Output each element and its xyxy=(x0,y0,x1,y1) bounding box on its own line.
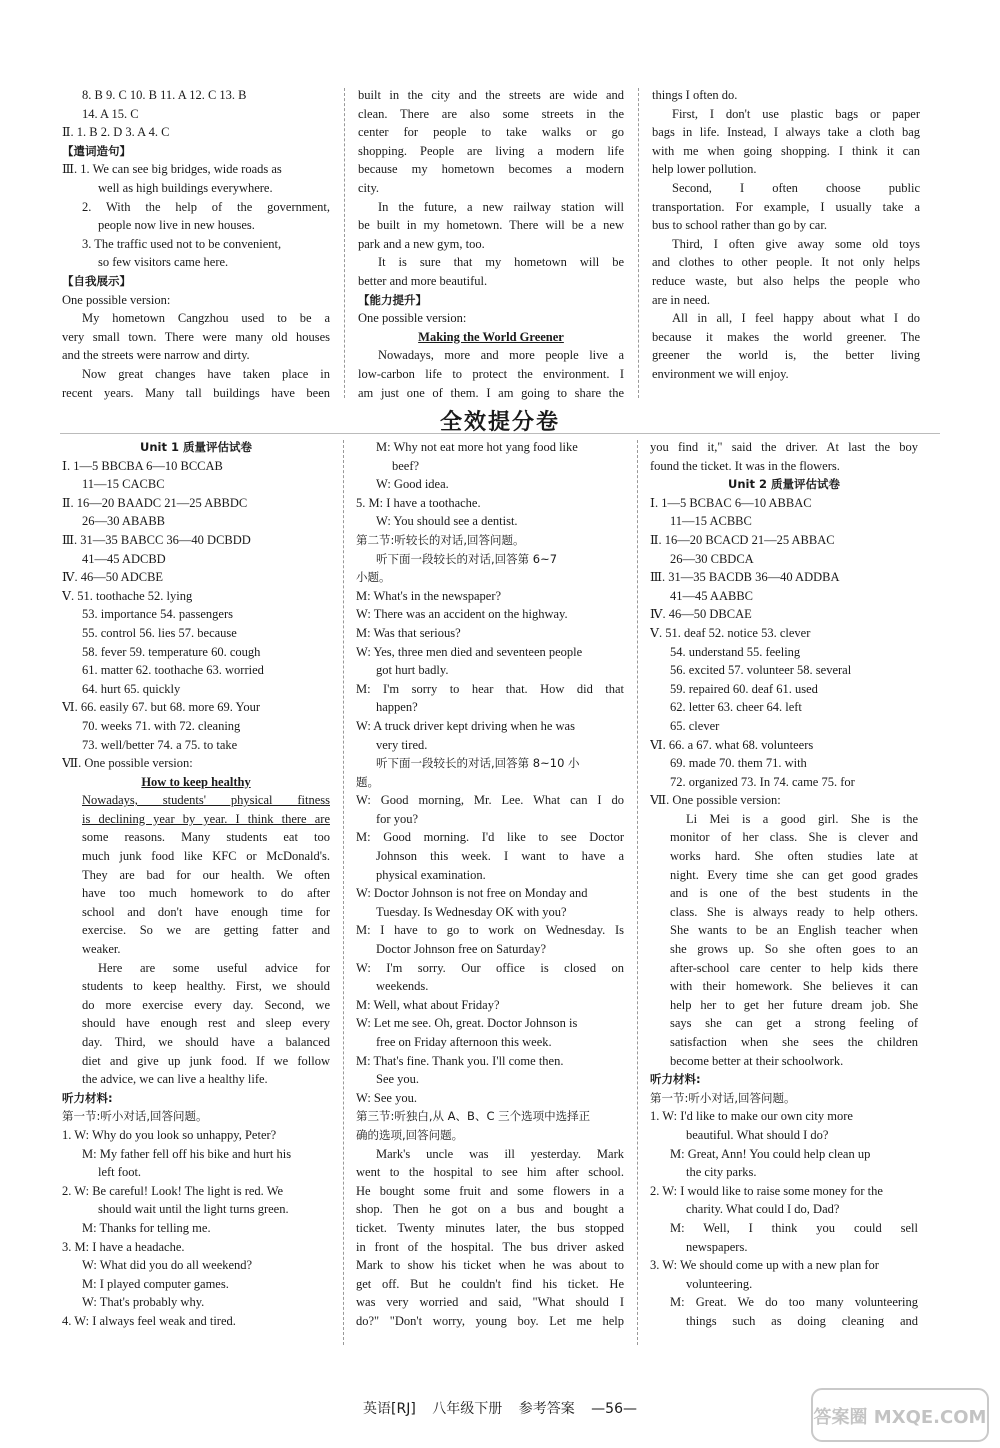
text-line: some reasons. Many students eat too xyxy=(82,830,330,845)
text-line: ticket. Twenty minutes later, the bus stopped xyxy=(356,1220,624,1235)
text-line: 72. organized 73. In 74. came 75. for xyxy=(670,774,855,789)
text-line: beautiful. What should I do? xyxy=(686,1127,829,1142)
text-line: 听下面一段较长的对话,回答第 8~10 小 xyxy=(376,756,580,771)
text-line: Ⅵ. 66. a 67. what 68. volunteers xyxy=(650,737,814,752)
text-line: Ⅶ. One possible version: xyxy=(650,793,781,808)
text-line: recent years. Many tall buildings have been xyxy=(62,385,330,400)
text-line: Ⅳ. 46—50 DBCAE xyxy=(650,607,752,622)
text-line: W: Good morning, Mr. Lee. What can I do xyxy=(356,793,624,808)
text-line: because my hometown becomes a modern xyxy=(358,162,624,177)
text-line: Third, I often give away some old toys xyxy=(672,236,920,251)
text-line: you find it," said the driver. At last the boy xyxy=(650,440,918,454)
divider-top-2 xyxy=(638,88,639,398)
text-line: Making the World Greener xyxy=(418,329,564,344)
text-line: 11—15 ACBBC xyxy=(670,514,752,529)
text-line: Ⅲ. 1. We can see big bridges, wide roads as xyxy=(62,162,282,177)
text-line: 8. B 9. C 10. B 11. A 12. C 13. B xyxy=(82,88,247,102)
text-line: She wants to be an English teacher when xyxy=(670,923,918,938)
text-line: 70. weeks 71. with 72. cleaning xyxy=(82,718,241,733)
text-line: 59. repaired 60. deaf 61. used xyxy=(670,681,818,696)
text-line: Ⅶ. One possible version: xyxy=(62,756,193,771)
text-line: Ⅲ. 31—35 BACDB 36—40 ADDBA xyxy=(650,570,840,585)
text-line: Second, I often choose public xyxy=(672,180,920,195)
text-line: 第一节:听小对话,回答问题。 xyxy=(650,1090,796,1105)
text-line: M: What's in the newspaper? xyxy=(356,588,502,603)
text-line: W: What did you do all weekend? xyxy=(82,1258,253,1273)
text-line: 58. fever 59. temperature 60. cough xyxy=(82,644,261,659)
text-line: 41—45 AABBC xyxy=(670,588,754,603)
text-line: M: That's fine. Thank you. I'll come then. xyxy=(356,1053,564,1068)
text-line: weekends. xyxy=(376,979,429,994)
text-line: went to the hospital to see him after school. xyxy=(356,1165,624,1180)
text-line: He bought some fruit and some flowers in a xyxy=(356,1183,624,1198)
text-line: and clothes to other people. It not only helps xyxy=(652,255,920,270)
text-line: low-carbon life to protect the environment. I xyxy=(358,366,624,381)
text-line: 26—30 CBDCA xyxy=(670,551,754,566)
text-line: weaker. xyxy=(82,942,121,957)
text-line: 听下面一段较长的对话,回答第 6~7 xyxy=(376,551,558,566)
text-line: M: I played computer games. xyxy=(82,1276,229,1291)
text-line: W: Let me see. Oh, great. Doctor Johnson is xyxy=(356,1016,578,1031)
footer-subject: 英语[RJ] xyxy=(363,1401,416,1417)
text-line: M: Good morning. I'd like to see Doctor xyxy=(356,830,624,845)
text-line: M: Was that serious? xyxy=(356,625,461,640)
text-line: better and more beautiful. xyxy=(358,273,488,288)
text-line: the city parks. xyxy=(686,1165,757,1180)
text-line: 小题。 xyxy=(356,570,391,585)
text-line: in front of the hospital. The bus driver asked xyxy=(356,1239,624,1254)
text-line: be built in my hometown. There will be a new xyxy=(358,218,624,233)
text-line: M: Well, I think you could sell xyxy=(670,1220,918,1235)
text-line: Unit 2 质量评估试卷 xyxy=(728,477,840,492)
text-line: Unit 1 质量评估试卷 xyxy=(140,440,252,454)
text-line: M: Thanks for telling me. xyxy=(82,1220,211,1235)
text-line: Nowadays, more and more people live a xyxy=(378,348,624,363)
text-line: satisfaction when she sees the children xyxy=(670,1035,918,1049)
text-line: Ⅰ. 1—5 BCBAC 6—10 ABBAC xyxy=(650,495,812,510)
text-line: charity. What could I do, Dad? xyxy=(686,1202,840,1217)
text-line: W: A truck driver kept driving when he was xyxy=(356,718,575,733)
text-line: bus to school rather than go by car. xyxy=(652,218,827,233)
text-line: night. Every time she can get good grades xyxy=(670,867,918,882)
text-line: Nowadays, students' physical fitness xyxy=(82,793,330,808)
text-line: 【遣词造句】 xyxy=(62,143,131,158)
text-line: was very worried and said, "What should I xyxy=(356,1295,624,1310)
text-line: well as high buildings everywhere. xyxy=(98,180,273,195)
text-line: the advice, we can live a healthy life. xyxy=(82,1072,268,1087)
text-line: 54. understand 55. feeling xyxy=(670,644,801,659)
text-line: people now live in new houses. xyxy=(98,218,255,233)
text-line: 听力材料: xyxy=(650,1072,701,1087)
text-line: works hard. She often studies late at xyxy=(670,849,918,864)
text-line: 73. well/better 74. a 75. to take xyxy=(82,737,238,752)
text-line: so few visitors came here. xyxy=(98,255,229,270)
text-line: W: Good idea. xyxy=(376,477,449,492)
divider-top-1 xyxy=(344,88,345,398)
text-line: 第三节:听独白,从 A、B、C 三个选项中选择正 xyxy=(356,1109,591,1124)
banner-rule xyxy=(60,433,940,434)
text-line: much junk food like KFC or McDonald's. xyxy=(82,849,330,864)
text-line: W: Doctor Johnson is not free on Monday and xyxy=(356,886,588,901)
text-line: M: I have to go to work on Wednesday. Is xyxy=(356,923,624,938)
text-line: All in all, I feel happy about what I do xyxy=(672,311,920,326)
text-line: found the ticket. It was in the flowers. xyxy=(650,458,840,473)
text-line: M: Great, Ann! You could help clean up xyxy=(670,1146,871,1161)
text-line: Ⅵ. 66. easily 67. but 68. more 69. Your xyxy=(62,700,260,715)
text-line: city. xyxy=(358,180,380,195)
text-line: because it makes the world greener. The xyxy=(652,329,920,344)
text-line: for you? xyxy=(376,811,418,826)
text-line: with their homework. She believes it can xyxy=(670,979,918,994)
text-line: First, I don't use plastic bags or paper xyxy=(672,106,920,121)
text-line: 56. excited 57. volunteer 58. several xyxy=(670,663,852,678)
text-line: 第一节:听小对话,回答问题。 xyxy=(62,1109,208,1124)
text-line: Here are some useful advice for xyxy=(98,960,330,975)
text-line: 14. A 15. C xyxy=(82,106,139,121)
text-line: and is one of the best students in the xyxy=(670,886,918,901)
text-line: Mark's uncle was ill yesterday. Mark xyxy=(376,1146,624,1161)
text-line: exercise. So we are getting fatter and xyxy=(82,923,330,938)
text-line: Doctor Johnson free on Saturday? xyxy=(376,942,547,957)
text-line: do?" "Don't worry, young boy. Let me help xyxy=(356,1313,624,1328)
watermark-text: 答案圈 MXQE.COM xyxy=(813,1407,987,1428)
text-line: transportation. For example, I usually take a xyxy=(652,199,920,214)
text-line: she grows up. So she often goes to an xyxy=(670,942,918,957)
text-line: am just one of them. I am going to share the xyxy=(358,385,624,400)
text-line: students to keep healthy. First, we should xyxy=(82,979,330,994)
text-line: greener the world is, the better living xyxy=(652,348,920,363)
top-column-2 xyxy=(358,86,624,402)
section-banner: 全效提分卷 xyxy=(439,410,560,435)
text-line: 2. W: I would like to raise some money for the xyxy=(650,1183,883,1198)
text-line: Now great changes have taken place in xyxy=(82,366,330,381)
text-line: very tired. xyxy=(376,737,428,752)
text-line: 5. M: I have a toothache. xyxy=(356,495,481,510)
text-line: Li Mei is a good girl. She is the xyxy=(686,811,918,826)
text-line: diet and give up junk food. If we follow xyxy=(82,1053,330,1068)
footer-grade: 八年级下册 xyxy=(432,1401,503,1417)
top-column-1 xyxy=(62,86,330,402)
text-line: Ⅱ. 16—20 BAADC 21—25 ABBDC xyxy=(62,495,248,510)
text-line: W: Yes, three men died and seventeen people xyxy=(356,644,583,659)
text-line: monitor of her class. She is clever and xyxy=(670,830,918,845)
text-line: 65. clever xyxy=(670,718,720,733)
text-line: In the future, a new railway station will xyxy=(378,199,624,214)
text-line: 1. W: I'd like to make our own city more xyxy=(650,1109,853,1124)
text-line: Johnson this week. I want to have a xyxy=(376,849,624,864)
text-line: should wait until the light turns green. xyxy=(98,1202,289,1217)
text-line: environment we will enjoy. xyxy=(652,366,789,381)
text-line: shopping. People are living a modern life xyxy=(358,143,624,158)
divider-bottom-2 xyxy=(637,440,638,1345)
text-line: 64. hurt 65. quickly xyxy=(82,681,181,696)
text-line: says she can get a strong feeling of xyxy=(670,1016,918,1031)
text-line: Tuesday. Is Wednesday OK with you? xyxy=(376,904,567,919)
text-line: center for people to take walks or go xyxy=(358,125,624,140)
text-line: 61. matter 62. toothache 63. worried xyxy=(82,663,264,678)
text-line: Ⅱ. 1. B 2. D 3. A 4. C xyxy=(62,125,170,140)
text-line: 53. importance 54. passengers xyxy=(82,607,234,622)
text-line: W: You should see a dentist. xyxy=(376,514,518,529)
text-line: very small town. There were many old houses xyxy=(62,329,330,344)
bottom-column-1 xyxy=(62,438,330,1331)
text-line: beef? xyxy=(392,458,420,473)
text-line: Mark to show his ticket when he was about to xyxy=(356,1258,624,1273)
text-line: 3. The traffic used not to be convenient, xyxy=(82,236,282,251)
text-line: get off. But he couldn't find his ticket. He xyxy=(356,1276,624,1291)
text-line: W: See you. xyxy=(356,1090,417,1105)
text-line: things I often do. xyxy=(652,88,738,102)
text-line: volunteering. xyxy=(686,1276,753,1291)
text-line: do more exercise every day. Second, we xyxy=(82,997,330,1012)
text-line: got hurt badly. xyxy=(376,663,449,678)
text-line: They are bad for our health. We often xyxy=(82,867,330,882)
footer-label: 参考答案 xyxy=(518,1401,575,1417)
text-line: 69. made 70. them 71. with xyxy=(670,756,807,771)
text-line: Ⅴ. 51. toothache 52. lying xyxy=(62,588,193,603)
text-line: physical examination. xyxy=(376,867,486,882)
text-line: Ⅴ. 51. deaf 52. notice 53. clever xyxy=(650,625,811,640)
text-line: See you. xyxy=(376,1072,420,1087)
text-line: free on Friday afternoon this week. xyxy=(376,1035,552,1049)
text-line: is declining year by year. I think there are xyxy=(82,811,330,826)
text-line: 26—30 ABABB xyxy=(82,514,166,529)
text-line: happen? xyxy=(376,700,418,715)
text-line: help her to get her future dream job. She xyxy=(670,997,918,1012)
text-line: clean. There are also some streets in the xyxy=(358,106,624,121)
text-line: should have enough rest and sleep every xyxy=(82,1016,330,1031)
text-line: 55. control 56. lies 57. because xyxy=(82,625,237,640)
text-line: school and don't have enough time for xyxy=(82,904,330,919)
text-line: M: I'm sorry to hear that. How did that xyxy=(356,681,624,696)
text-line: and the streets were narrow and dirty. xyxy=(62,348,250,363)
text-line: M: Why not eat more hot yang food like xyxy=(376,440,578,454)
text-line: 41—45 ADCBD xyxy=(82,551,166,566)
text-line: 1. W: Why do you look so unhappy, Peter? xyxy=(62,1127,277,1142)
text-line: left foot. xyxy=(98,1165,142,1180)
text-line: 2. W: Be careful! Look! The light is red. We xyxy=(62,1183,284,1198)
text-line: My hometown Cangzhou used to be a xyxy=(82,311,330,326)
text-line: 听力材料: xyxy=(62,1090,113,1105)
text-line: with me when going shopping. I think it can xyxy=(652,143,920,158)
text-line: 确的选项,回答问题。 xyxy=(356,1127,464,1142)
text-line: M: My father fell off his bike and hurt his xyxy=(82,1146,292,1161)
text-line: class. She is always ready to help others. xyxy=(670,904,918,919)
text-line: 题。 xyxy=(356,774,379,789)
text-line: reduce waste, but also helps the people who xyxy=(652,273,920,288)
text-line: M: Well, what about Friday? xyxy=(356,997,500,1012)
text-line: 2. With the help of the government, xyxy=(82,199,330,214)
text-line: W: There was an accident on the highway. xyxy=(356,607,568,622)
text-line: become better at their schoolwork. xyxy=(670,1053,844,1068)
text-line: W: I'm sorry. Our office is closed on xyxy=(356,960,624,975)
text-line: M: Great. We do too many volunteering xyxy=(670,1295,918,1310)
text-line: things such as doing cleaning and xyxy=(686,1313,918,1328)
text-line: newspapers. xyxy=(686,1239,748,1254)
text-line: 3. M: I have a headache. xyxy=(62,1239,185,1254)
top-column-3 xyxy=(652,86,920,384)
bottom-column-3 xyxy=(650,438,918,1331)
text-line: help lower pollution. xyxy=(652,162,757,177)
divider-bottom-1 xyxy=(343,440,344,1345)
text-line: It is sure that my hometown will be xyxy=(378,255,624,270)
text-line: built in the city and the streets are wide and xyxy=(358,88,624,102)
text-line: are in need. xyxy=(652,292,710,307)
watermark-logo xyxy=(810,1385,990,1445)
text-line: 3. W: We should come up with a new plan for xyxy=(650,1258,879,1273)
text-line: How to keep healthy xyxy=(141,774,251,789)
text-line: 第二节:听较长的对话,回答问题。 xyxy=(356,532,525,547)
text-line: after-school care center to help kids there xyxy=(670,960,918,975)
text-line: 4. W: I always feel weak and tired. xyxy=(62,1313,236,1328)
text-line: Ⅱ. 16—20 BCACD 21—25 ABBAC xyxy=(650,532,835,547)
text-line: bags in life. Instead, I always take a cloth bag xyxy=(652,125,920,140)
text-line: have too much homework to do after xyxy=(82,886,330,901)
text-line: W: That's probably why. xyxy=(82,1295,205,1310)
text-line: 11—15 CACBC xyxy=(82,477,165,492)
text-line: One possible version: xyxy=(62,292,171,307)
text-line: Ⅲ. 31—35 BABCC 36—40 DCBDD xyxy=(62,532,251,547)
text-line: One possible version: xyxy=(358,311,467,326)
text-line: park and a new gym, too. xyxy=(358,236,485,251)
text-line: 62. letter 63. cheer 64. left xyxy=(670,700,802,715)
footer-page-number: —56— xyxy=(591,1401,637,1417)
text-line: 【自我展示】 xyxy=(62,273,131,288)
text-line: 【能力提升】 xyxy=(358,292,427,307)
text-line: shop. Then he got on a bus and bought a xyxy=(356,1202,624,1217)
text-line: Ⅰ. 1—5 BBCBA 6—10 BCCAB xyxy=(62,458,223,473)
text-line: day. Third, we should have a balanced xyxy=(82,1035,330,1049)
bottom-column-2 xyxy=(356,438,624,1331)
text-line: Ⅳ. 46—50 ADCBE xyxy=(62,570,164,585)
